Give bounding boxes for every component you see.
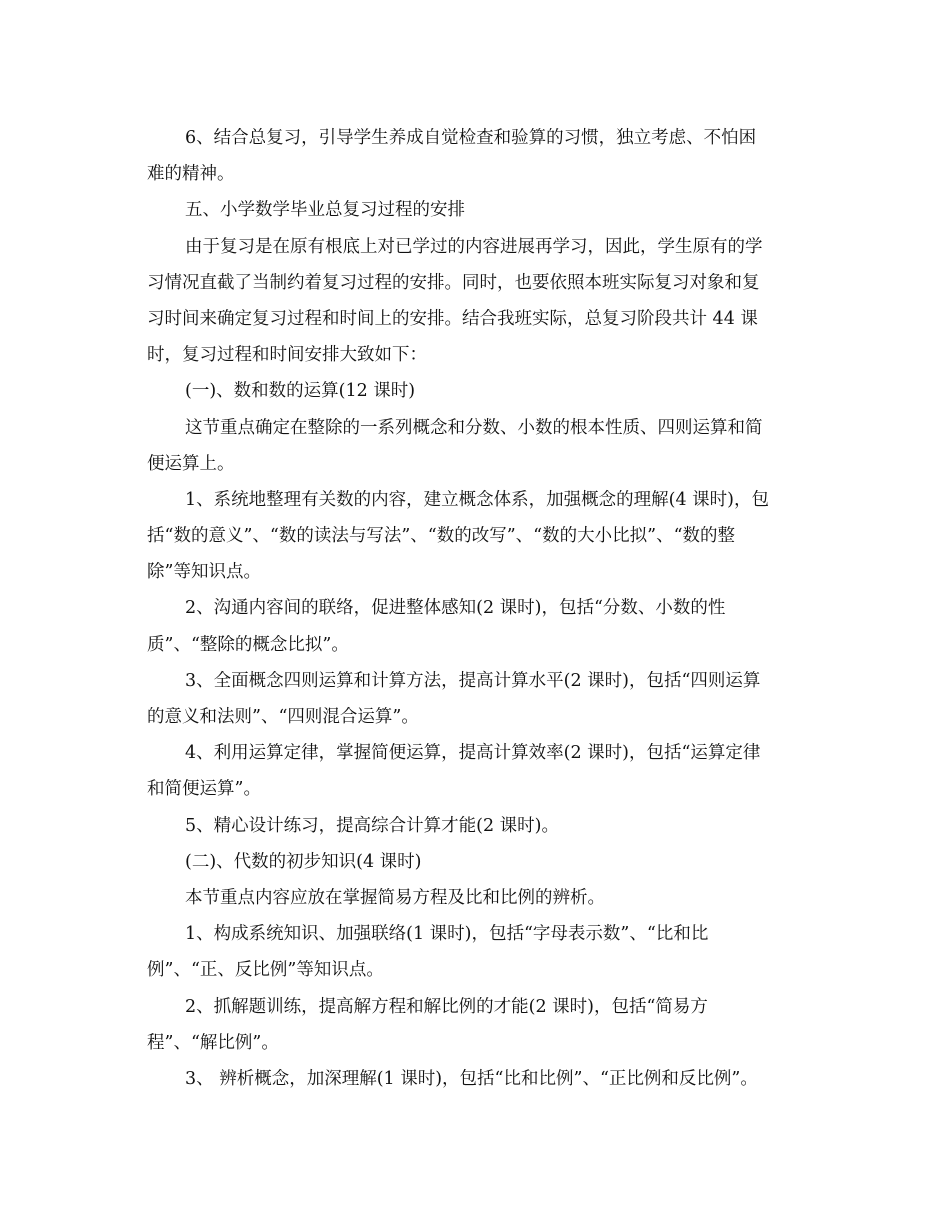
text-line: 的意义和法则”、“四则混合运算”。 — [147, 707, 419, 727]
text-line: 质”、“整除的概念比拟”。 — [147, 634, 349, 655]
text-line: 时，复习过程和时间安排大致如下： — [147, 345, 427, 366]
text-line: 1、系统地整理有关数的内容，建立概念体系，加强概念的理解(4 课时)，包 — [185, 489, 769, 510]
document-body — [147, 120, 807, 1097]
text-line: 难的精神。 — [147, 164, 235, 185]
text-line: 例”、“正、反比例”等知识点。 — [147, 960, 384, 981]
section-heading: 五、小学数学毕业总复习过程的安排 — [185, 200, 465, 221]
text-line: 由于复习是在原有根底上对已学过的内容进展再学习，因此，学生原有的学 — [185, 236, 763, 257]
text-line: 4、利用运算定律，掌握简便运算，提高计算效率(2 课时)，包括“运算定律 — [185, 743, 761, 764]
subsection-heading: (二)、代数的初步知识(4 课时) — [185, 851, 422, 872]
text-line: 本节重点内容应放在掌握简易方程及比和比例的辨析。 — [185, 887, 605, 908]
text-line: 括“数的意义”、“数的读法与写法”、“数的改写”、“数的大小比拟”、“数的整 — [147, 526, 736, 547]
text-line: 和简便运算”。 — [147, 779, 261, 800]
text-line: 3、全面概念四则运算和计算方法，提高计算水平(2 课时)，包括“四则运算 — [185, 670, 761, 691]
text-line: 程”、“解比例”。 — [147, 1032, 279, 1053]
text-line: 1、构成系统知识、加强联络(1 课时)，包括“字母表示数”、“比和比 — [185, 924, 709, 945]
text-line: 便运算上。 — [147, 453, 235, 474]
text-line: 除”等知识点。 — [147, 562, 261, 583]
text-line: 习时间来确定复习过程和时间上的安排。结合我班实际，总复习阶段共计 44 课 — [147, 308, 758, 329]
subsection-heading: (一)、数和数的运算(12 课时) — [185, 381, 416, 402]
text-line: 3、 辨析概念，加深理解(1 课时)，包括“比和比例”、“正比例和反比例”。 — [185, 1068, 758, 1089]
text-line: 2、沟通内容间的联络，促进整体感知(2 课时)，包括“分数、小数的性 — [185, 598, 726, 619]
text-line: 5、精心设计练习，提高综合计算才能(2 课时)。 — [185, 815, 559, 836]
text-line: 6、结合总复习，引导学生养成自觉检查和验算的习惯，独立考虑、不怕困 — [185, 128, 757, 148]
text-line: 习情况直截了当制约着复习过程的安排。同时，也要依照本班实际复习对象和复 — [147, 272, 760, 293]
text-line: 2、抓解题训练，提高解方程和解比例的才能(2 课时)，包括“简易方 — [185, 996, 708, 1017]
text-line: 这节重点确定在整除的一系列概念和分数、小数的根本性质、四则运算和简 — [185, 417, 763, 438]
